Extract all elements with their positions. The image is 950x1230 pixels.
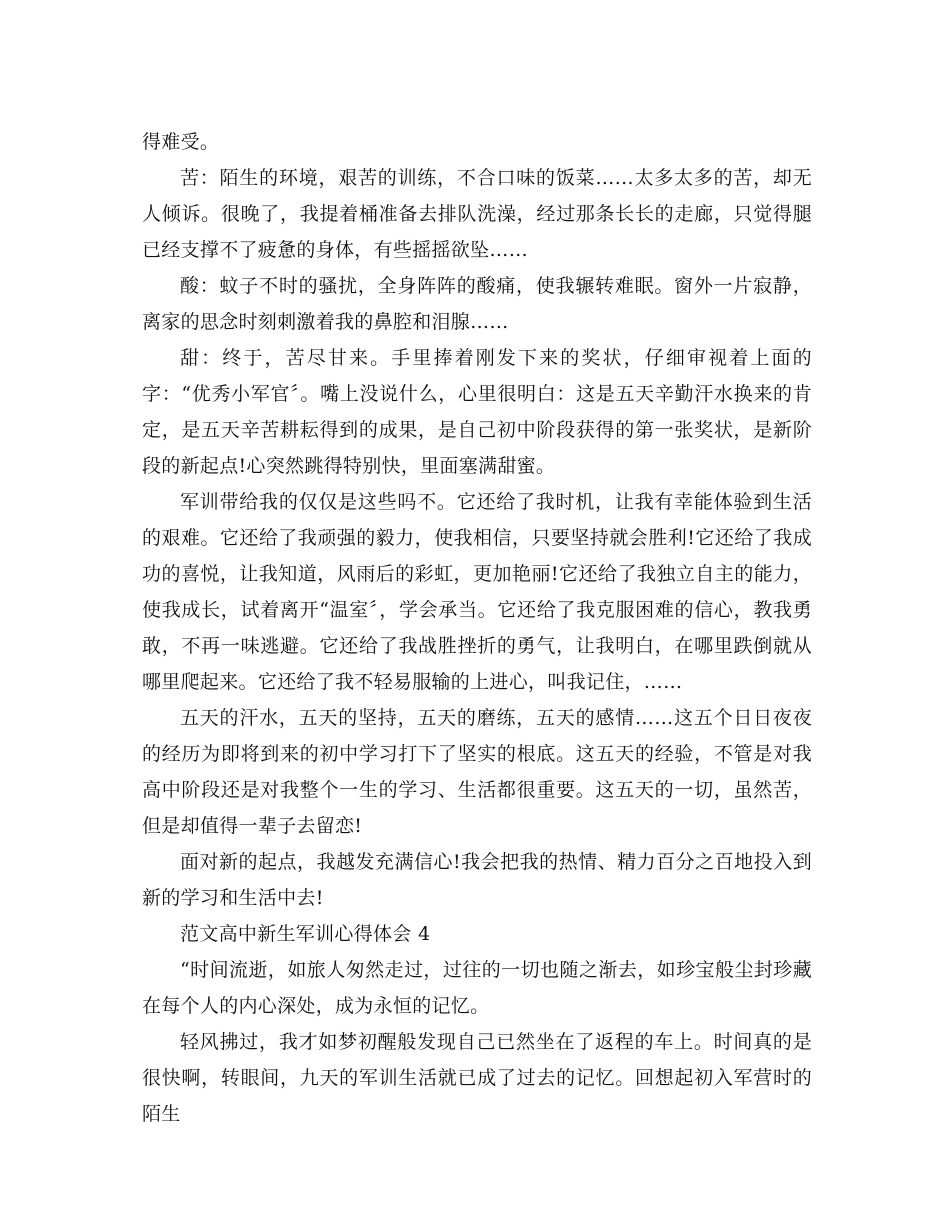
paragraph: 轻风拂过，我才如梦初醒般发现自己已然坐在了返程的车上。时间真的是很快啊，转眼间，九天的军训生活就已成了过去的记忆。回想起初入军营时的陌生 — [142, 1031, 812, 1125]
paragraph: “时间流逝，如旅人匆然走过，过往的一切也随之渐去，如珍宝般尘封珍藏在每个人的内心深处，成为永恒的记忆。 — [142, 959, 812, 1017]
paragraph: 五天的汗水，五天的坚持，五天的磨练，五天的感情……这五个日日夜夜的经历为即将到来的初中学习打下了坚实的根底。这五天的经验，不管是对我高中阶段还是对我整个一生的学习、生活都很重要。这五天的一切，虽然苦，但是却值得一辈子去留恋! — [142, 707, 812, 837]
paragraph: 苦：陌生的环境，艰苦的训练，不合口味的饭菜……太多太多的苦，却无人倾诉。很晚了，我提着桶准备去排队洗澡，经过那条长长的走廊，只觉得腿已经支撑不了疲惫的身体，有些摇摇欲坠…… — [142, 167, 812, 261]
section-heading: 范文高中新生军训心得体会 4 — [180, 923, 431, 945]
paragraph: 酸：蚊子不时的骚扰，全身阵阵的酸痛，使我辗转难眠。窗外一片寂静，离家的思念时刻刺激着我的鼻腔和泪腺…… — [142, 275, 812, 333]
paragraph: 得难受。 — [142, 131, 220, 153]
paragraph: 甜：终于，苦尽甘来。手里捧着刚发下来的奖状，仔细审视着上面的字：“优秀小军官〞。嘴上没说什么，心里很明白：这是五天辛勤汗水换来的肯定，是五天辛苦耕耘得到的成果，是自己初中阶段获得的第一张奖状，是新阶段的新起点!心突然跳得特别快，里面塞满甜蜜。 — [142, 347, 812, 477]
paragraph: 军训带给我的仅仅是这些吗不。它还给了我时机，让我有幸能体验到生活的艰难。它还给了我顽强的毅力，使我相信，只要坚持就会胜利!它还给了我成功的喜悦，让我知道，风雨后的彩虹，更加艳丽!它还给了我独立自主的能力，使我成长，试着离开“温室〞，学会承当。它还给了我克服困难的信心，教我勇敢，不再一味逃避。它还给了我战胜挫折的勇气，让我明白，在哪里跌倒就从哪里爬起来。它还给了我不轻易服输的上进心，叫我记住，…… — [142, 491, 812, 693]
paragraph: 面对新的起点，我越发充满信心!我会把我的热情、精力百分之百地投入到新的学习和生活中去! — [142, 851, 812, 909]
document-body — [142, 124, 812, 1132]
